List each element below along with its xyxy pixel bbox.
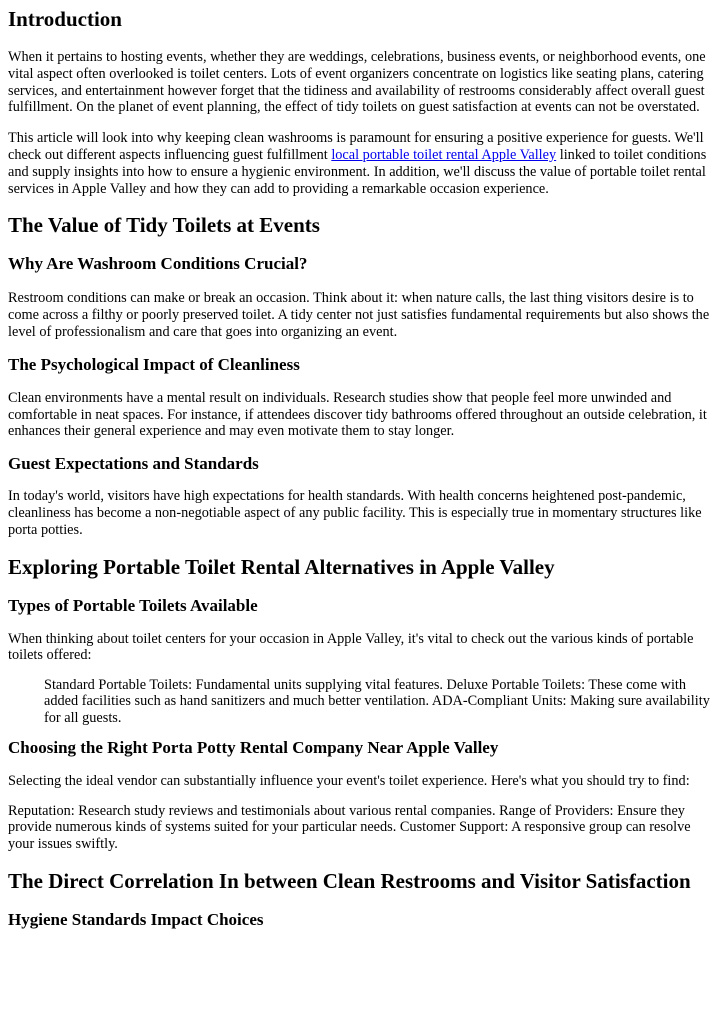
heading-introduction: Introduction [8, 7, 122, 31]
heading-value-of-tidy-toilets: The Value of Tidy Toilets at Events [8, 213, 320, 238]
paragraph-intro-2-after: linked to toilet conditions and supply insights into how to ensure a hygienic environment. In addition, we'll discuss the value of portable toilet rental services in Apple Valley and how they can add to providing a remarkable occasion experience. [8, 146, 707, 197]
paragraph-guest-expectations: In today's world, visitors have high expectations for health standards. With health concerns heightened post-pandemic, cleanliness has become a non-negotiable aspect of any public facility. This is especially true in momentary structures like porta potties. [8, 488, 702, 538]
subheading-psychological-impact: The Psychological Impact of Cleanliness [8, 354, 300, 374]
link-portable-toilet-rental[interactable]: local portable toilet rental Apple Valley [331, 146, 557, 163]
heading-exploring-rental-alternatives: Exploring Portable Toilet Rental Alternatives in Apple Valley [8, 554, 555, 579]
subheading-why-conditions-crucial: Why Are Washroom Conditions Crucial? [8, 254, 308, 274]
heading-direct-correlation: The Direct Correlation In between Clean Restrooms and Visitor Satisfaction [8, 868, 691, 893]
subheading-types-available: Types of Portable Toilets Available [8, 595, 258, 615]
subheading-choosing-company: Choosing the Right Porta Potty Rental Company Near Apple Valley [8, 737, 499, 757]
paragraph-intro-2 [8, 130, 712, 197]
subheading-hygiene-standards: Hygiene Standards Impact Choices [8, 909, 264, 929]
subheading-guest-expectations: Guest Expectations and Standards [8, 454, 259, 474]
paragraph-reputation: Reputation: Research study reviews and testimonials about various rental companies. Range of Providers: Ensure they provide numerous kinds of systems suited for your particular needs. Customer Support: A responsive group can resolve your issues swiftly. [8, 802, 691, 853]
paragraph-intro-2-before: This article will look into why keeping clean washrooms is paramount for ensuring a positive experience for guests. We'll check out different aspects influencing guest fulfillment [8, 130, 704, 163]
blockquote-toilet-types: Standard Portable Toilets: Fundamental units supplying vital features. Deluxe Portable Toilets: These come with added facilities such as hand sanitizers and much better ventilation. ADA-Compliant Units: Making sure availability for all guests. [44, 677, 710, 726]
paragraph-intro-1: When it pertains to hosting events, whether they are weddings, celebrations, business events, or neighborhood events, one vital aspect often overlooked is toilet centers. Lots of event organizers concentrate on logistics like seating plans, catering services, and entertainment however forget that the tidiness and availability of restrooms considerably affect overall guest fulfillment. On the planet of event planning, the effect of tidy toilets on guest satisfaction at events can not be overstated. [8, 49, 706, 116]
paragraph-choosing: Selecting the ideal vendor can substantially influence your event's toilet experience. Here's what you should try to find: [8, 772, 690, 789]
paragraph-why: Restroom conditions can make or break an occasion. Think about it: when nature calls, the last thing visitors desire is to come across a filthy or poorly preserved toilet. A tidy center not just satisfies fundamental requirements but also shows the level of professionalism and care that goes into organizing an event. [8, 290, 710, 340]
paragraph-psychological: Clean environments have a mental result on individuals. Research studies show that people feel more unwinded and comfortable in neat spaces. For instance, if attendees discover tidy bathrooms offered throughout an outside celebration, it enhances their general experience and may even motivate them to stay longer. [8, 389, 707, 440]
paragraph-types: When thinking about toilet centers for your occasion in Apple Valley, it's vital to check out the various kinds of portable toilets offered: [8, 630, 694, 664]
